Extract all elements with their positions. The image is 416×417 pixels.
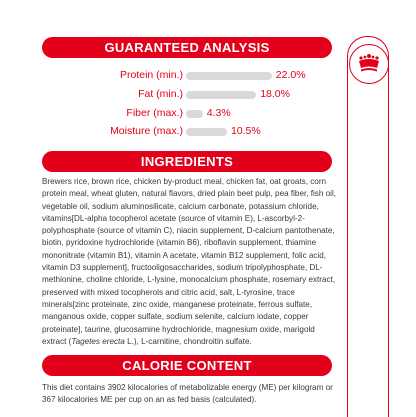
royal-canin-badge [349, 44, 389, 84]
crown-icon [356, 53, 382, 75]
analysis-bar [186, 110, 203, 118]
analysis-bar [186, 72, 272, 80]
analysis-bar [186, 128, 227, 136]
ingredients-text-end: L.), L-carnitine, chondroitin sulfate. [124, 336, 252, 346]
analysis-label: Moisture (max.) [110, 125, 183, 137]
ingredients-title: INGREDIENTS [140, 154, 234, 169]
ingredients-text [42, 176, 338, 348]
ingredients-text-main: Brewers rice, brown rice, chicken by-product meal, chicken fat, oat groats, corn protein meal, wheat gluten, natural flavors, dried plain beet pulp, pea fiber, fish oil, vegetable oil, sodium aluminosilicate, calcium carbonate, potassium chloride, vitamins[DL-alpha tocopherol acetate (source of vitamin E), L-ascorbyl-2-polyphosphate (source of vitamin C), niacin supplement, D-calcium pantothenate, biotin, pyridoxine hydrochloride (vitamin B6), riboflavin supplement, thiamine mononitrate (vitamin B1), vitamin A acetate, vitamin B12 supplement, folic acid, vitamin D3 supplement], fructooligosaccharides, sodium tripolyphosphate, DL-methionine, choline chloride, L-lysine, monocalcium phosphate, rosemary extract, preserved with mixed tocopherols and citric acid, salt, L-tyrosine, trace minerals[zinc proteinate, zinc oxide, manganese proteinate, ferrous sulfate, manganous oxide, copper sulfate, sodium selenite, calcium iodate, copper proteinate], taurine, glucosamine hydrochloride, magnesium oxide, marigold extract ( [42, 177, 337, 346]
ingredients-text-italic: Tagetes erecta [71, 336, 125, 346]
analysis-label: Fiber (max.) [126, 107, 183, 119]
analysis-value: 4.3% [206, 107, 231, 119]
analysis-value: 22.0% [275, 69, 306, 81]
calorie-content-title: CALORIE CONTENT [122, 358, 252, 373]
guaranteed-analysis-banner [42, 37, 332, 58]
analysis-label: Protein (min.) [119, 69, 183, 81]
analysis-bar [186, 91, 256, 99]
calorie-content-banner [42, 355, 332, 376]
side-frame-decoration [347, 36, 389, 417]
ingredients-banner [42, 151, 332, 172]
analysis-value: 10.5% [230, 125, 261, 137]
calorie-content-text: This diet contains 3902 kilocalories of metabolizable energy (ME) per kilogram or 367 kilocalories ME per cup on an as fed basis (calculated). [42, 383, 333, 405]
guaranteed-analysis-title: GUARANTEED ANALYSIS [104, 40, 270, 55]
analysis-value: 18.0% [260, 88, 290, 100]
analysis-label: Fat (min.) [138, 88, 183, 100]
